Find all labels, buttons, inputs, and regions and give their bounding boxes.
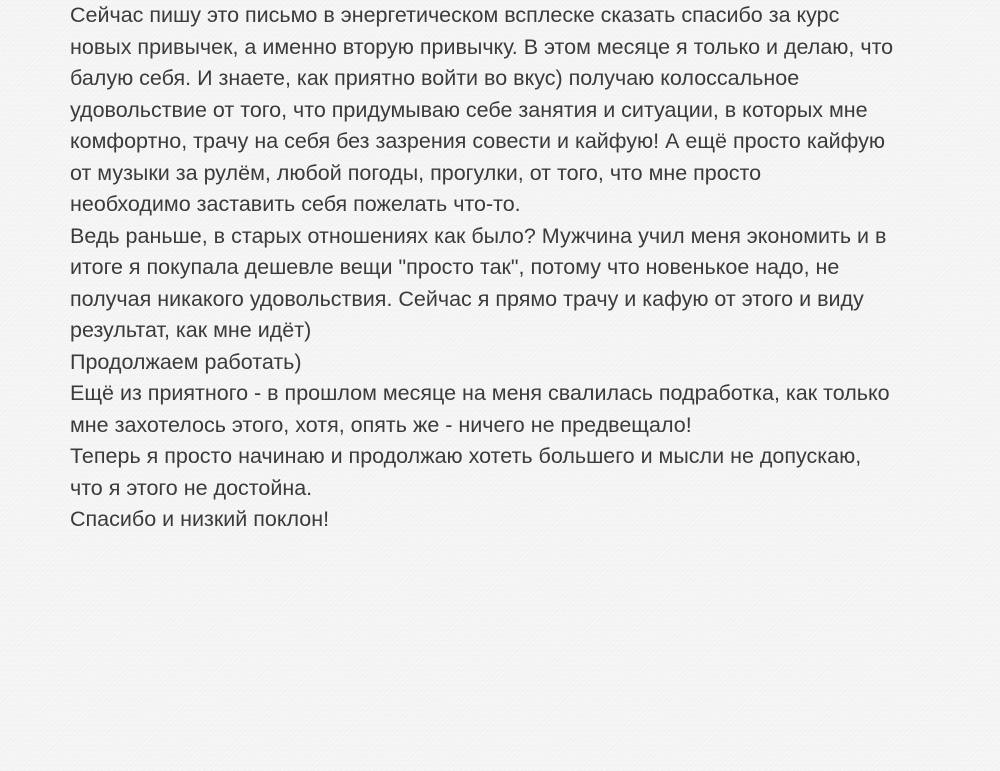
note-line: балую себя. И знаете, как приятно войти во вкус) получаю колоссальное <box>70 66 800 90</box>
note-line: результат, как мне идёт) <box>70 318 312 342</box>
note-line: Теперь я просто начинаю и продолжаю хотеть большего и мысли не допускаю, <box>70 444 862 468</box>
note-line: от музыки за рулём, любой погоды, прогулки, от того, что мне просто <box>70 160 762 185</box>
note-line: итоге я покупала дешевле вещи "просто так", потому что новенькое надо, не <box>70 255 840 279</box>
note-line: мне захотелось этого, хотя, опять же - ничего не предвещало! <box>70 412 692 437</box>
note-line: удовольствие от того, что придумываю себе занятия и ситуации, в которых мне <box>70 97 868 122</box>
note-text <box>70 0 970 536</box>
note-line: необходимо заставить себя пожелать что-то. <box>70 192 521 216</box>
note-line: новых привычек, а именно вторую привычку. В этом месяце я только и делаю, что <box>70 34 894 59</box>
note-line: что я этого не достойна. <box>70 475 313 500</box>
note-line: получая никакого удовольствия. Сейчас я прямо трачу и кафую от этого и виду <box>70 286 864 311</box>
note-line: комфортно, трачу на себя без зазрения совести и кайфую! А ещё просто кайфую <box>70 129 885 153</box>
note-line: Сейчас пишу это письмо в энергетическом всплеске сказать спасибо за курс <box>70 3 840 27</box>
note-line: Продолжаем работать) <box>70 349 302 374</box>
note-line: Ведь раньше, в старых отношениях как было? Мужчина учил меня экономить и в <box>70 223 887 248</box>
note-line: Спасибо и низкий поклон! <box>70 507 330 531</box>
note-line: Ещё из приятного - в прошлом месяце на меня свалилась подработка, как только <box>70 381 890 405</box>
